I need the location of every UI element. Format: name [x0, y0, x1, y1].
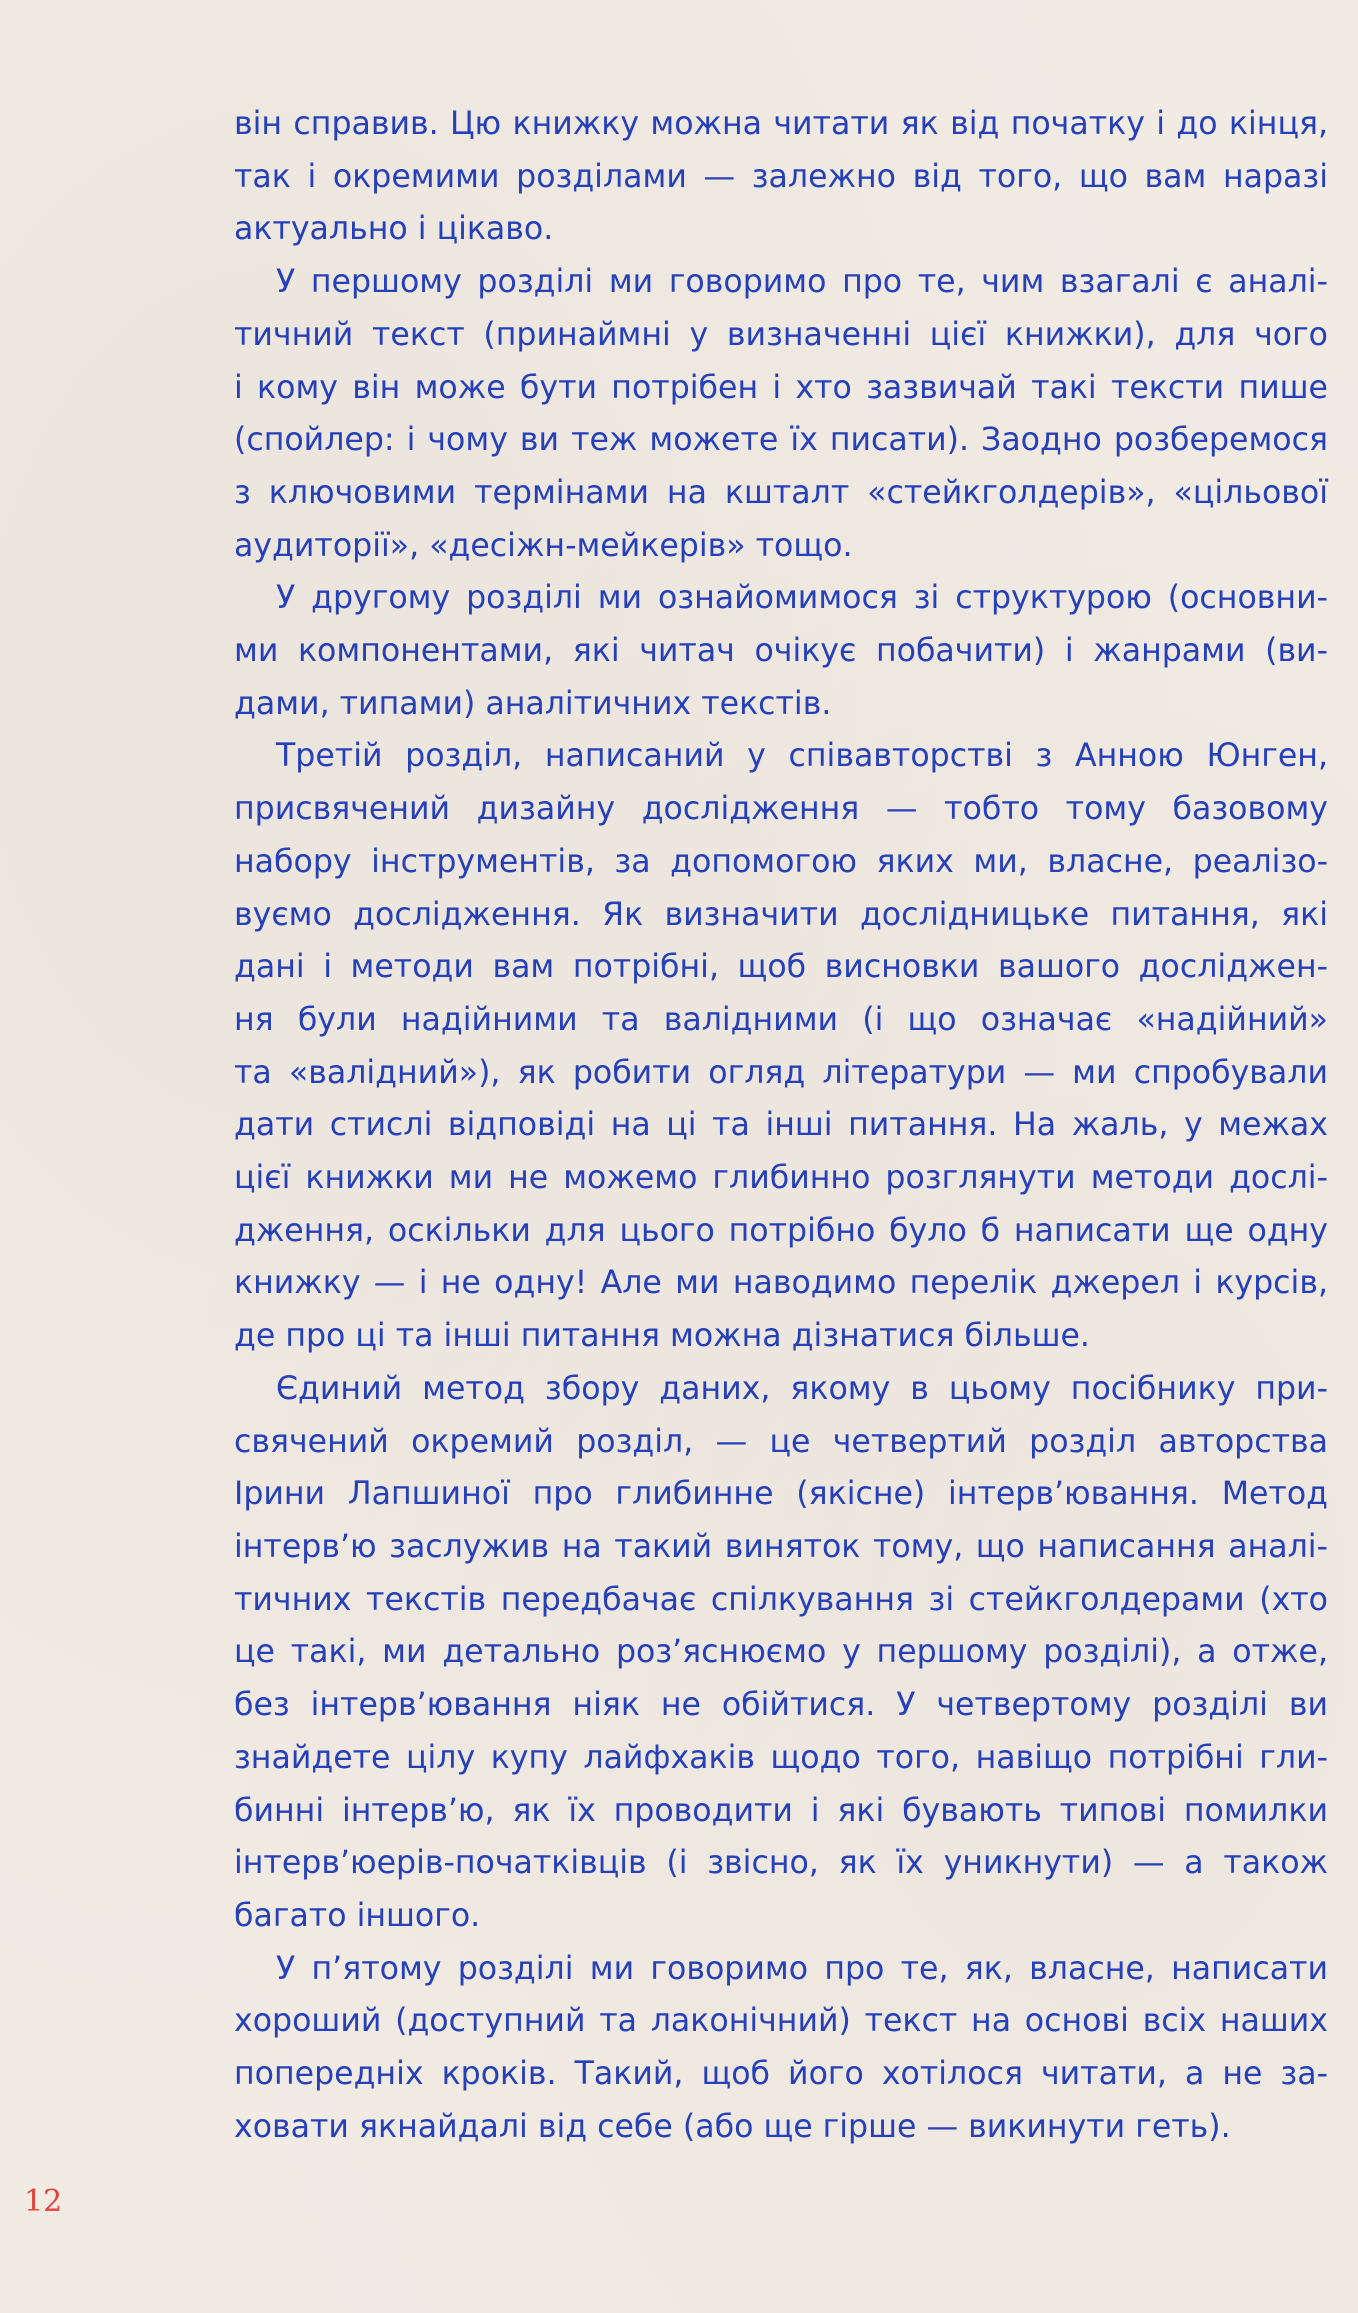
body-text: [234, 98, 1328, 2153]
page-number: 12: [24, 2184, 63, 2219]
text-line: актуально і цікаво.: [234, 211, 554, 248]
paragraph: [234, 730, 1328, 1362]
paragraph: [234, 98, 1328, 256]
paragraph: [234, 256, 1328, 572]
text-line: вуємо дослідження. Як визначити дослідницьке питання, які: [234, 896, 1328, 933]
text-line: набору інструментів, за допомогою яких ми, власне, реалізо-: [234, 843, 1328, 880]
text-line: хороший (доступний та лаконічний) текст на основі всіх наших: [234, 2003, 1328, 2040]
text-line: багато іншого.: [234, 1897, 481, 1934]
text-line: свячений окремий розділ, — це четвертий розділ авторства: [234, 1423, 1328, 1460]
text-line: дами, типами) аналітичних текстів.: [234, 685, 832, 722]
text-line: ми компонентами, які читач очікує побачити) і жанрами (ви-: [234, 633, 1328, 670]
text-line: та «валідний»), як робити огляд літератури — ми спробували: [234, 1054, 1328, 1091]
text-line: дження, оскільки для цього потрібно було б написати ще одну: [234, 1212, 1328, 1249]
text-line: книжку — і не одну! Але ми наводимо перелік джерел і курсів,: [234, 1265, 1328, 1302]
text-line: без інтерв’ювання ніяк не обійтися. У четвертому розділі ви: [234, 1687, 1328, 1724]
text-line: це такі, ми детально роз’яснюємо у першому розділі), а отже,: [234, 1634, 1328, 1671]
text-line: дати стислі відповіді на ці та інші питання. На жаль, у межах: [234, 1107, 1328, 1144]
text-line: так і окремими розділами — залежно від того, що вам наразі: [234, 158, 1328, 195]
text-line: У другому розділі ми ознайомимося зі структурою (основни-: [276, 580, 1328, 617]
text-line: тичний текст (принаймні у визначенні цієї книжки), для чого: [234, 316, 1328, 353]
text-line: попередніх кроків. Такий, щоб його хотілося читати, а не за-: [234, 2056, 1328, 2093]
paragraph: [234, 572, 1328, 730]
text-line: він справив. Цю книжку можна читати як від початку і до кінця,: [234, 106, 1328, 142]
text-line: і кому він може бути потрібен і хто зазвичай такі тексти пише: [234, 369, 1328, 406]
text-line: тичних текстів передбачає спілкування зі стейкголдерами (хто: [234, 1581, 1328, 1618]
text-line: присвячений дизайну дослідження — тобто тому базовому: [234, 791, 1328, 828]
text-line: (спойлер: і чому ви теж можете їх писати). Заодно розберемося: [234, 422, 1328, 459]
text-line: Ірини Лапшиної про глибинне (якісне) інтерв’ювання. Метод: [234, 1476, 1328, 1513]
text-line: де про ці та інші питання можна дізнатися більше.: [234, 1318, 1090, 1355]
text-line: з ключовими термінами на кшталт «стейкголдерів», «цільової: [234, 474, 1328, 511]
text-line: ня були надійними та валідними (і що означає «надійний»: [234, 1001, 1328, 1038]
paragraph: [234, 1943, 1328, 2154]
text-line: Третій розділ, написаний у співавторстві з Анною Юнген,: [276, 738, 1328, 775]
text-line: У п’ятому розділі ми говоримо про те, як, власне, написати: [276, 1950, 1328, 1987]
text-line: цієї книжки ми не можемо глибинно розглянути методи дослі-: [234, 1160, 1328, 1197]
text-line: дані і методи вам потрібні, щоб висновки вашого досліджен-: [234, 949, 1328, 986]
text-line: Єдиний метод збору даних, якому в цьому посібнику при-: [276, 1370, 1328, 1407]
text-line: бинні інтерв’ю, як їх проводити і які бувають типові помилки: [234, 1792, 1328, 1829]
text-line: У першому розділі ми говоримо про те, чим взагалі є аналі-: [276, 264, 1328, 301]
text-line: ховати якнайдалі від себе (або ще гірше — викинути геть).: [234, 2108, 1231, 2145]
paragraph: [234, 1363, 1328, 1943]
text-line: знайдете цілу купу лайфхаків щодо того, навіщо потрібні гли-: [234, 1739, 1328, 1776]
text-line: аудиторії», «десіжн-мейкерів» тощо.: [234, 527, 853, 564]
text-line: інтерв’ю заслужив на такий виняток тому, що написання аналі-: [234, 1528, 1328, 1565]
text-line: інтерв’юерів-початківців (і звісно, як їх уникнути) — а також: [234, 1845, 1328, 1882]
